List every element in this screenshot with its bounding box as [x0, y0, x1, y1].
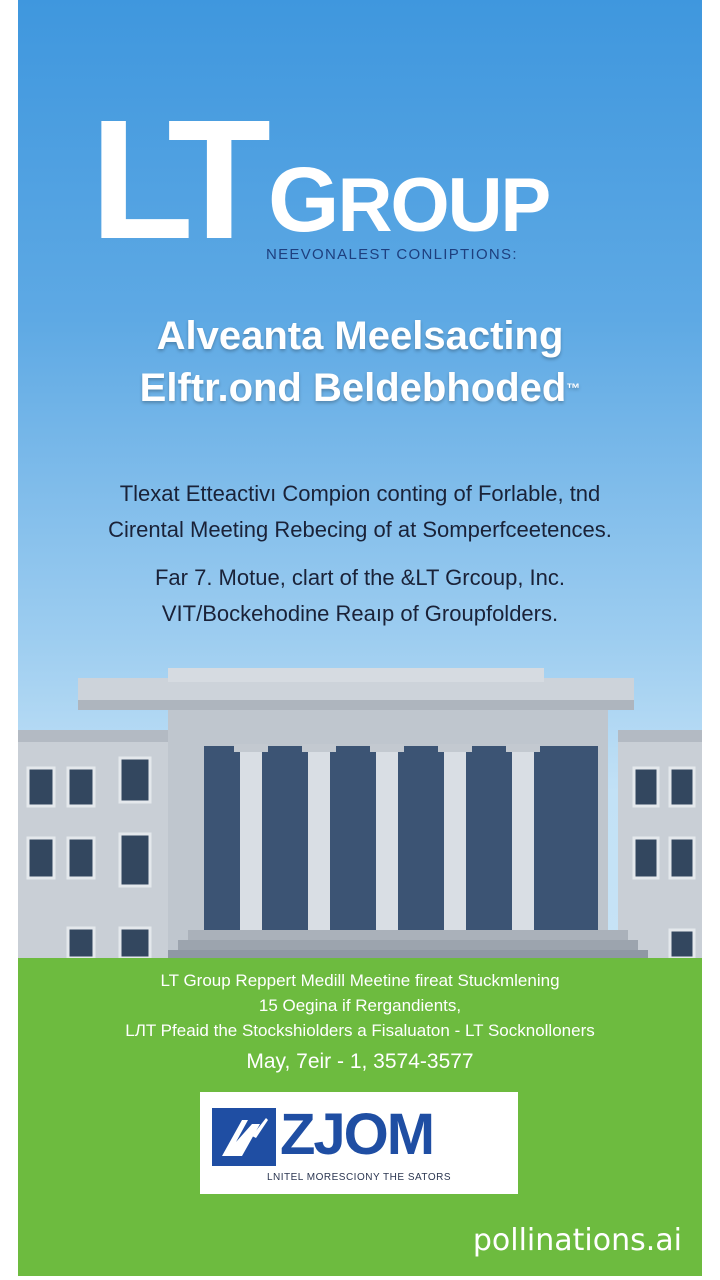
headline-line-2-text: Elftr.ond Beldebhoded: [139, 366, 567, 410]
logo-group-rest: ROUP: [337, 163, 550, 248]
poster: [18, 0, 702, 1276]
description-line-3: Far 7. Motue, clart of the &LT Grcoup, Inc.: [154, 565, 566, 590]
event-line-3: LЛT Pfeaid the Stockshiolders a Fisaluaton - LT Socknolloners: [125, 1021, 595, 1040]
trademark-mark: ™: [566, 380, 581, 396]
zoom-logo-word: ZJOM: [280, 1102, 434, 1167]
zoom-logo-box: [200, 1092, 518, 1194]
watermark: pollinations.ai: [472, 1223, 682, 1258]
zoom-logo-icon: [212, 1108, 276, 1166]
description-line-2: Cirental Meeting Rebecing of at Somperfceetences.: [108, 517, 612, 542]
zoom-logo-subtitle: LNITEL MORESCIONY THE SATORS: [266, 1172, 452, 1183]
description-block-1: [18, 476, 702, 548]
description-line-4: VIT/Bockehodine Reaıp of Groupfolders.: [161, 601, 559, 626]
logo-tagline: NEEVONALEST CONLIPTIONS:: [266, 246, 518, 263]
headline-line-1: Alveanta Meelsacting: [156, 314, 564, 358]
logo-group-word: [268, 150, 549, 256]
description-line-1: Tlexat Etteactivı Compion conting of Forlable, tnd: [119, 481, 601, 506]
logo-lt-letters: LT: [90, 85, 258, 275]
event-date: May, 7eir - 1, 3574-3577: [246, 1050, 474, 1073]
lt-group-logo: [18, 85, 702, 275]
headline-line-2: [18, 362, 702, 414]
event-details: [18, 968, 702, 1043]
event-line-1: LT Group Reppert Medill Meetine fireat Stuckmlening: [160, 971, 560, 990]
headline: [18, 310, 702, 414]
logo-group-g: G: [268, 149, 338, 251]
courthouse-building-illustration: [18, 668, 702, 960]
description-block-2: [18, 560, 702, 632]
event-line-2: 15 Oegina if Rergandients,: [258, 996, 462, 1015]
